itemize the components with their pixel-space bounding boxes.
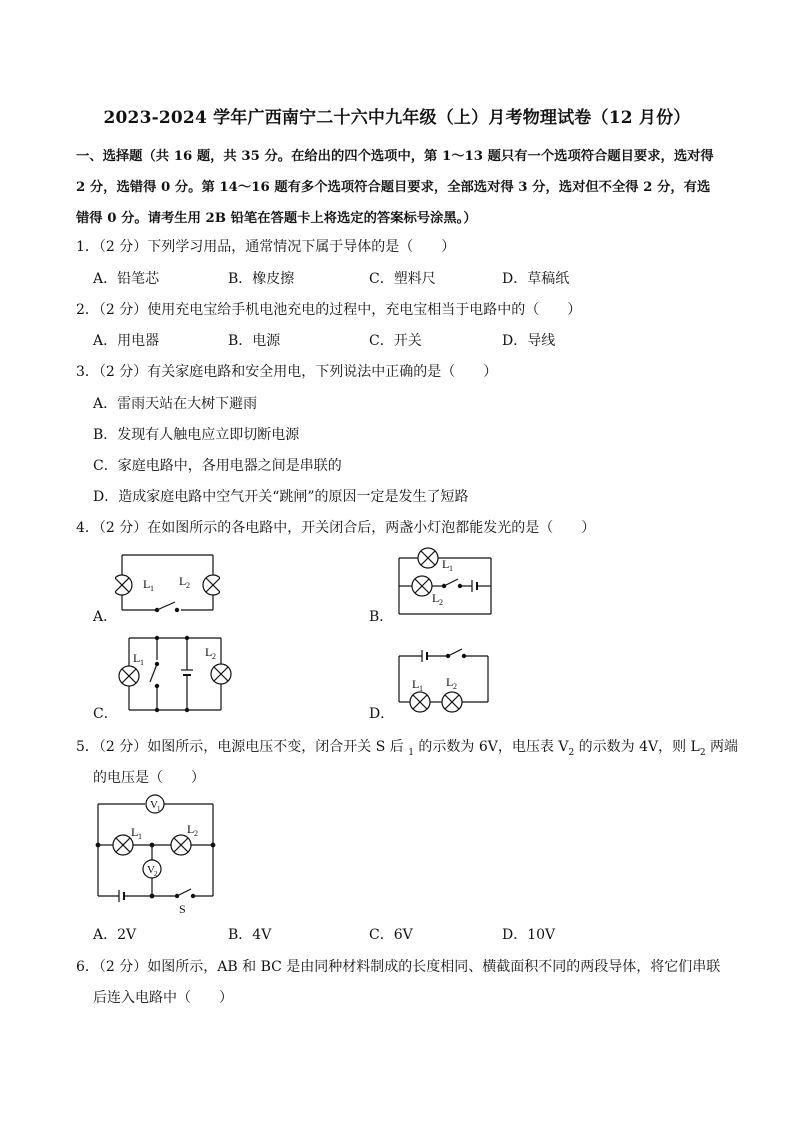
svg-text:2: 2 <box>194 829 198 838</box>
svg-text:1: 1 <box>157 805 161 813</box>
q4-option-b-label[interactable]: B． <box>369 609 394 625</box>
q4-circuit-c-diagram <box>115 632 235 714</box>
svg-text:L: L <box>179 574 187 588</box>
q3-option-c[interactable]: C．家庭电路中，各用电器之间是串联的 <box>93 458 342 474</box>
q4-option-a-label[interactable]: A． <box>93 609 118 625</box>
svg-text:2: 2 <box>453 682 457 691</box>
q5-option-c[interactable]: C．6V <box>369 927 413 943</box>
svg-text:2: 2 <box>186 581 190 590</box>
q2-option-b[interactable]: B．电源 <box>228 333 281 349</box>
q2-option-a[interactable]: A．用电器 <box>93 333 160 349</box>
page-title: 2023-2024 学年广西南宁二十六中九年级（上）月考物理试卷（12 月份） <box>103 108 691 128</box>
question-3-stem: 3．（2 分）有关家庭电路和安全用电，下列说法中正确的是（ ） <box>76 364 498 380</box>
svg-text:L: L <box>446 675 454 689</box>
q5-option-a[interactable]: A．2V <box>93 927 137 943</box>
q1-option-d[interactable]: D．草稿纸 <box>502 271 570 287</box>
svg-text:2: 2 <box>439 598 443 607</box>
q5-option-d[interactable]: D．10V <box>502 927 556 943</box>
question-5-stem-line-2: 的电压是（ ） <box>93 770 205 786</box>
svg-text:1: 1 <box>419 684 423 693</box>
q4-circuit-b-diagram <box>392 544 494 618</box>
svg-text:V: V <box>150 799 158 811</box>
svg-text:L: L <box>187 822 195 836</box>
section-heading-line-1: 一、选择题（共 16 题，共 35 分。在给出的四个选项中，第 1～13 题只有一个选项符合题目要求，选对得 <box>76 149 714 164</box>
q3-option-a[interactable]: A．雷雨天站在大树下避雨 <box>93 396 258 412</box>
q1-option-c[interactable]: C．塑料尺 <box>369 271 436 287</box>
q3-option-d[interactable]: D．造成家庭电路中空气开关“跳闸”的原因一定是发生了短路 <box>93 489 469 505</box>
q5-circuit-diagram <box>95 794 221 916</box>
q5-option-b[interactable]: B．4V <box>228 927 272 943</box>
svg-text:1: 1 <box>140 658 144 667</box>
svg-text:L: L <box>131 825 139 839</box>
svg-text:L: L <box>205 645 213 659</box>
q1-option-b[interactable]: B．橡皮擦 <box>228 271 295 287</box>
svg-text:1: 1 <box>150 584 154 593</box>
question-1-stem: 1．（2 分）下列学习用品，通常情况下属于导体的是（ ） <box>76 239 456 255</box>
q4-option-c-label[interactable]: C． <box>93 706 118 722</box>
svg-text:2: 2 <box>154 870 158 878</box>
q3-option-b[interactable]: B．发现有人触电应立即切断电源 <box>93 427 300 443</box>
q4-circuit-d-diagram <box>392 646 492 714</box>
lamp-icon <box>115 575 132 595</box>
section-heading-line-3: 错得 0 分。请考生用 2B 铅笔在答题卡上将选定的答案标号涂黑。） <box>76 211 477 226</box>
svg-text:L: L <box>432 591 440 605</box>
svg-text:1: 1 <box>449 564 453 573</box>
svg-text:1: 1 <box>138 832 142 841</box>
question-6-stem-line-1: 6．（2 分）如图所示，AB 和 BC 是由同种材料制成的长度相同、横截面积不同的两段导体，将它们串联 <box>76 959 721 975</box>
question-2-stem: 2．（2 分）使用充电宝给手机电池充电的过程中，充电宝相当于电路中的（ ） <box>76 302 582 318</box>
svg-text:L: L <box>442 557 450 571</box>
svg-text:L: L <box>133 651 141 665</box>
svg-text:V: V <box>147 864 155 876</box>
q4-circuit-a-diagram <box>115 550 220 620</box>
question-5-stem-line-1: 5．（2 分）如图所示，电源电压不变，闭合开关 S 后 $_1$ 的示数为 6V，电压表 $V_2$ 的示数为 4V，则 $L_2$ 两端 <box>76 739 739 758</box>
svg-text:L: L <box>412 677 420 691</box>
q2-option-d[interactable]: D．导线 <box>502 333 556 349</box>
svg-text:S: S <box>179 902 186 916</box>
q1-option-a[interactable]: A．铅笔芯 <box>93 271 160 287</box>
section-heading-line-2: 2 分，选错得 0 分。第 14～16 题有多个选项符合题目要求，全部选对得 3 分，选对但不全得 2 分，有选 <box>76 180 711 195</box>
question-6-stem-line-2: 后连入电路中（ ） <box>93 990 233 1006</box>
lamp-icon <box>203 575 220 595</box>
question-4-stem: 4．（2 分）在如图所示的各电路中，开关闭合后，两盏小灯泡都能发光的是（ ） <box>76 520 596 536</box>
q4-option-d-label[interactable]: D． <box>369 706 395 722</box>
svg-text:L: L <box>143 577 151 591</box>
q2-option-c[interactable]: C．开关 <box>369 333 422 349</box>
svg-text:2: 2 <box>212 652 216 661</box>
